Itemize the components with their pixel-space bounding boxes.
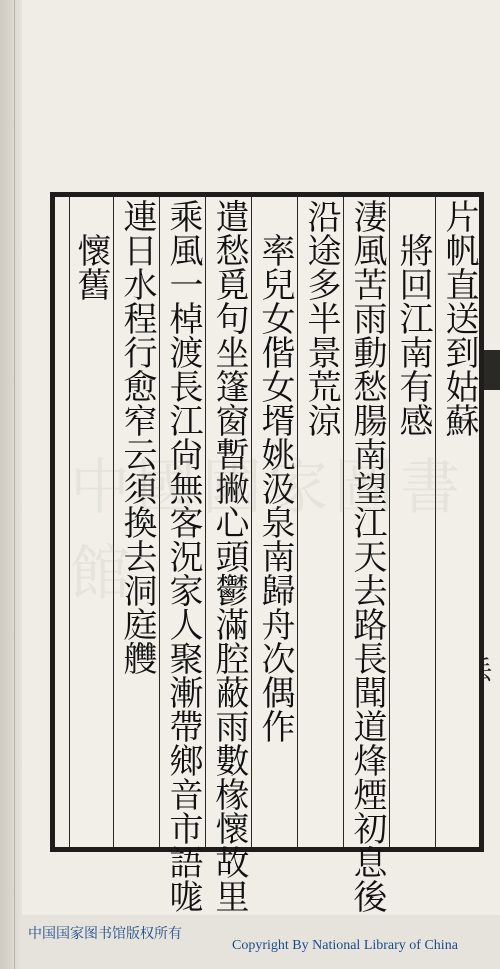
text-column-9: 懷舊	[71, 199, 111, 301]
column-rule	[113, 197, 114, 847]
text-column-4: 沿途多半景荒涼	[301, 199, 341, 437]
fold-marker	[484, 350, 500, 390]
copyright-english: Copyright By National Library of China	[232, 938, 458, 953]
column-rule	[159, 197, 160, 847]
gutter-line	[14, 0, 15, 969]
column-rule	[205, 197, 206, 847]
column-rule	[389, 197, 390, 847]
text-column-5: 率兒女偕女壻姚汲泉南歸舟次偶作	[255, 199, 295, 743]
text-column-2: 將回江南有感	[393, 199, 433, 437]
column-rule	[251, 197, 252, 847]
copyright-chinese: 中国国家图书馆版权所有	[28, 926, 182, 942]
text-column-8: 連日水程行愈窄云須換去洞庭艭	[117, 199, 157, 675]
text-column-6: 遣愁覓句坐篷窗暫撇心頭鬱滿腔蔽雨數椽懷故里	[209, 199, 249, 913]
text-column-7: 乘風一棹渡長江尙無客況家人聚漸帶鄉音市語哤	[163, 199, 203, 913]
text-column-3: 淒風苦雨動愁腸南望江天去路長聞道烽煙初息後	[347, 199, 387, 913]
text-frame	[50, 192, 484, 913]
column-rule	[297, 197, 298, 847]
column-rule	[435, 197, 436, 847]
text-column-1: 片帆直送到姑蘇	[439, 199, 479, 437]
book-gutter	[0, 0, 22, 969]
column-rule	[343, 197, 344, 847]
